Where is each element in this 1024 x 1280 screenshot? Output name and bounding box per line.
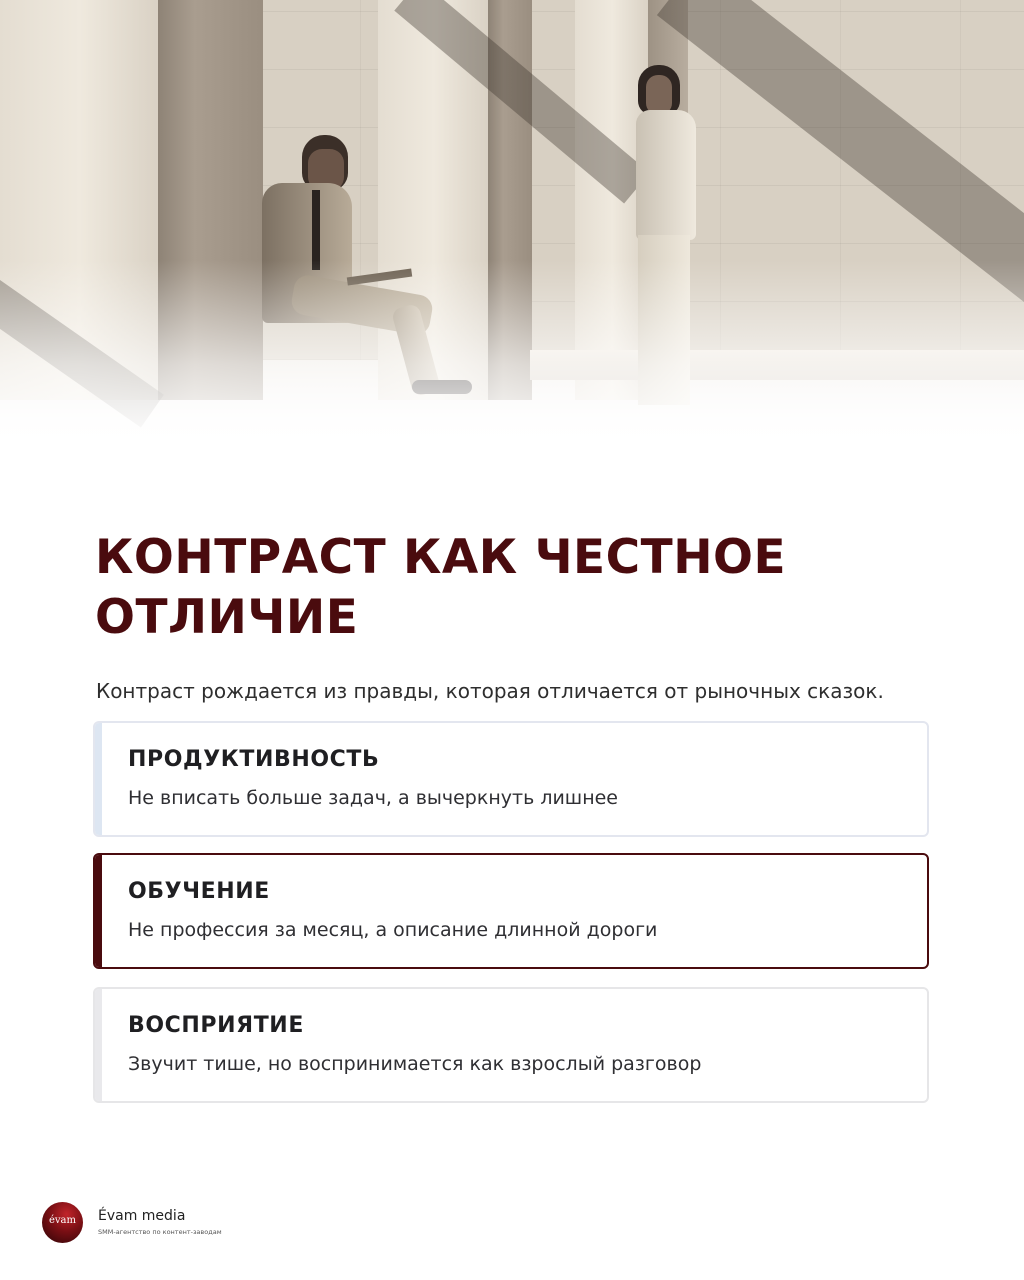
card-perception: [93, 987, 929, 1103]
card-title: ОБУЧЕНИЕ: [128, 879, 270, 904]
brand-tagline: SMM-агентство по контент-заводам: [98, 1228, 222, 1236]
card-productivity: [93, 721, 929, 837]
hero-fade: [0, 260, 1024, 450]
card-accent-bar: [95, 855, 102, 967]
card-text: Не профессия за месяц, а описание длинной дороги: [128, 919, 658, 941]
card-title: ВОСПРИЯТИЕ: [128, 1013, 304, 1038]
card-accent-bar: [95, 989, 102, 1101]
card-accent-bar: [95, 723, 102, 835]
card-title: ПРОДУКТИВНОСТЬ: [128, 747, 380, 772]
card-text: Не вписать больше задач, а вычеркнуть лишнее: [128, 787, 618, 809]
card-text: Звучит тише, но воспринимается как взрослый разговор: [128, 1053, 702, 1075]
brand-name: Évam media: [98, 1208, 186, 1224]
page-subtitle: Контраст рождается из правды, которая отличается от рыночных сказок.: [96, 679, 884, 703]
hero-photo: [0, 0, 1024, 450]
card-learning: [93, 853, 929, 969]
page-title: КОНТРАСТ КАК ЧЕСТНОЕ ОТЛИЧИЕ: [95, 530, 787, 645]
brand-logo-icon: [42, 1202, 83, 1243]
brand-logo-text: évam: [48, 1215, 76, 1226]
